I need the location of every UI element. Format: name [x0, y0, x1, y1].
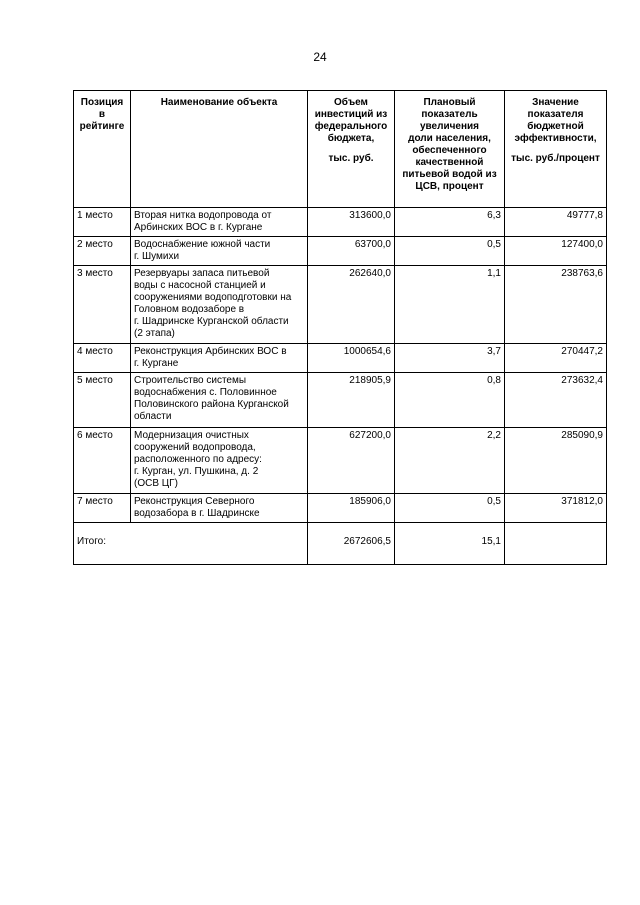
cell-object-name — [131, 494, 308, 523]
object-name-line: г. Шадринске Курганской области — [134, 316, 289, 327]
header-investment-line: федерального — [314, 121, 388, 132]
total-row — [74, 523, 607, 565]
table-header-row — [74, 91, 607, 208]
cell-object-name — [131, 344, 308, 373]
cell-object-name — [131, 373, 308, 428]
header-name — [131, 91, 308, 208]
table-row — [74, 428, 607, 494]
header-investment-unit: тыс. руб. — [328, 153, 374, 164]
cell-object-name — [131, 428, 308, 494]
total-efficiency — [505, 523, 607, 565]
cell-indicator: 3,7 — [395, 344, 505, 373]
rating-table — [73, 90, 607, 565]
header-efficiency-line: эффективности, — [514, 133, 597, 144]
object-name-line: Арбинских ВОС в г. Кургане — [134, 222, 263, 233]
table-row — [74, 237, 607, 266]
table-row — [74, 266, 607, 344]
object-name-line: расположенного по адресу: — [134, 454, 262, 465]
object-name-line: Резервуары запаса питьевой — [134, 268, 270, 279]
cell-investment: 185906,0 — [308, 494, 395, 523]
header-efficiency-line: бюджетной — [527, 121, 584, 132]
total-investment: 2672606,5 — [308, 523, 395, 565]
cell-efficiency: 49777,8 — [505, 208, 607, 237]
object-name-line: Реконструкция Арбинских ВОС в — [134, 346, 287, 357]
header-efficiency-line: показателя — [527, 109, 584, 120]
cell-investment: 313600,0 — [308, 208, 395, 237]
header-position — [74, 91, 131, 208]
header-indicator-line: показатель — [421, 109, 478, 120]
cell-position: 3 место — [74, 266, 131, 344]
object-name-line: (2 этапа) — [134, 328, 175, 339]
header-indicator-line: ЦСВ, процент — [415, 181, 484, 192]
total-indicator: 15,1 — [395, 523, 505, 565]
object-name-line: Половинского района Курганской — [134, 399, 289, 410]
cell-investment: 627200,0 — [308, 428, 395, 494]
header-indicator-line: увеличения — [419, 121, 480, 132]
cell-object-name — [131, 237, 308, 266]
object-name-line: воды с насосной станцией и — [134, 280, 266, 291]
cell-indicator: 2,2 — [395, 428, 505, 494]
table-row — [74, 208, 607, 237]
header-indicator-line: питьевой водой из — [402, 169, 497, 180]
cell-position: 7 место — [74, 494, 131, 523]
object-name-line: сооружений водопровода, — [134, 442, 256, 453]
cell-position: 1 место — [74, 208, 131, 237]
object-name-line: области — [134, 411, 172, 422]
header-position-line: рейтинге — [79, 121, 125, 132]
header-efficiency — [505, 91, 607, 208]
header-investment-line: Объем — [334, 97, 368, 108]
object-name-line: г. Кургане — [134, 358, 179, 369]
header-investment-line: инвестиций из — [314, 109, 388, 120]
table-row — [74, 344, 607, 373]
header-name-line: Наименование объекта — [160, 97, 278, 108]
cell-position: 5 место — [74, 373, 131, 428]
cell-investment: 218905,9 — [308, 373, 395, 428]
cell-indicator: 1,1 — [395, 266, 505, 344]
cell-efficiency: 273632,4 — [505, 373, 607, 428]
cell-indicator: 0,5 — [395, 237, 505, 266]
object-name-line: Водоснабжение южной части — [134, 239, 271, 250]
header-indicator — [395, 91, 505, 208]
object-name-line: водозабора в г. Шадринске — [134, 508, 260, 519]
object-name-line: Реконструкция Северного — [134, 496, 255, 507]
cell-efficiency: 371812,0 — [505, 494, 607, 523]
header-efficiency-line: Значение — [532, 97, 579, 108]
cell-position: 6 место — [74, 428, 131, 494]
table-row — [74, 373, 607, 428]
object-name-line: водоснабжения с. Половинное — [134, 387, 277, 398]
cell-indicator: 0,8 — [395, 373, 505, 428]
object-name-line: Строительство системы — [134, 375, 247, 386]
header-indicator-line: качественной — [415, 157, 484, 168]
cell-investment: 1000654,6 — [308, 344, 395, 373]
object-name-line: (ОСВ ЦГ) — [134, 478, 178, 489]
object-name-line: Модернизация очистных — [134, 430, 249, 441]
cell-investment: 262640,0 — [308, 266, 395, 344]
header-indicator-line: обеспеченного — [412, 145, 487, 156]
object-name-line: г. Шумихи — [134, 251, 180, 262]
object-name-line: г. Курган, ул. Пушкина, д. 2 — [134, 466, 259, 477]
cell-object-name — [131, 266, 308, 344]
cell-efficiency: 285090,9 — [505, 428, 607, 494]
cell-position: 2 место — [74, 237, 131, 266]
header-investment — [308, 91, 395, 208]
cell-efficiency: 238763,6 — [505, 266, 607, 344]
table-row — [74, 494, 607, 523]
cell-object-name — [131, 208, 308, 237]
cell-efficiency: 270447,2 — [505, 344, 607, 373]
header-position-line: в — [98, 109, 106, 120]
cell-investment: 63700,0 — [308, 237, 395, 266]
total-label: Итого: — [74, 523, 308, 565]
header-investment-line: бюджета, — [327, 133, 375, 144]
cell-indicator: 6,3 — [395, 208, 505, 237]
object-name-line: сооружениями водоподготовки на — [134, 292, 292, 303]
cell-efficiency: 127400,0 — [505, 237, 607, 266]
cell-position: 4 место — [74, 344, 131, 373]
page-number: 24 — [313, 50, 327, 64]
header-position-line: Позиция — [80, 97, 124, 108]
object-name-line: Вторая нитка водопровода от — [134, 210, 272, 221]
object-name-line: Головном водозаборе в — [134, 304, 245, 315]
cell-indicator: 0,5 — [395, 494, 505, 523]
header-indicator-line: доли населения, — [408, 133, 491, 144]
header-efficiency-unit: тыс. руб./процент — [511, 153, 600, 164]
header-indicator-line: Плановый — [423, 97, 476, 108]
